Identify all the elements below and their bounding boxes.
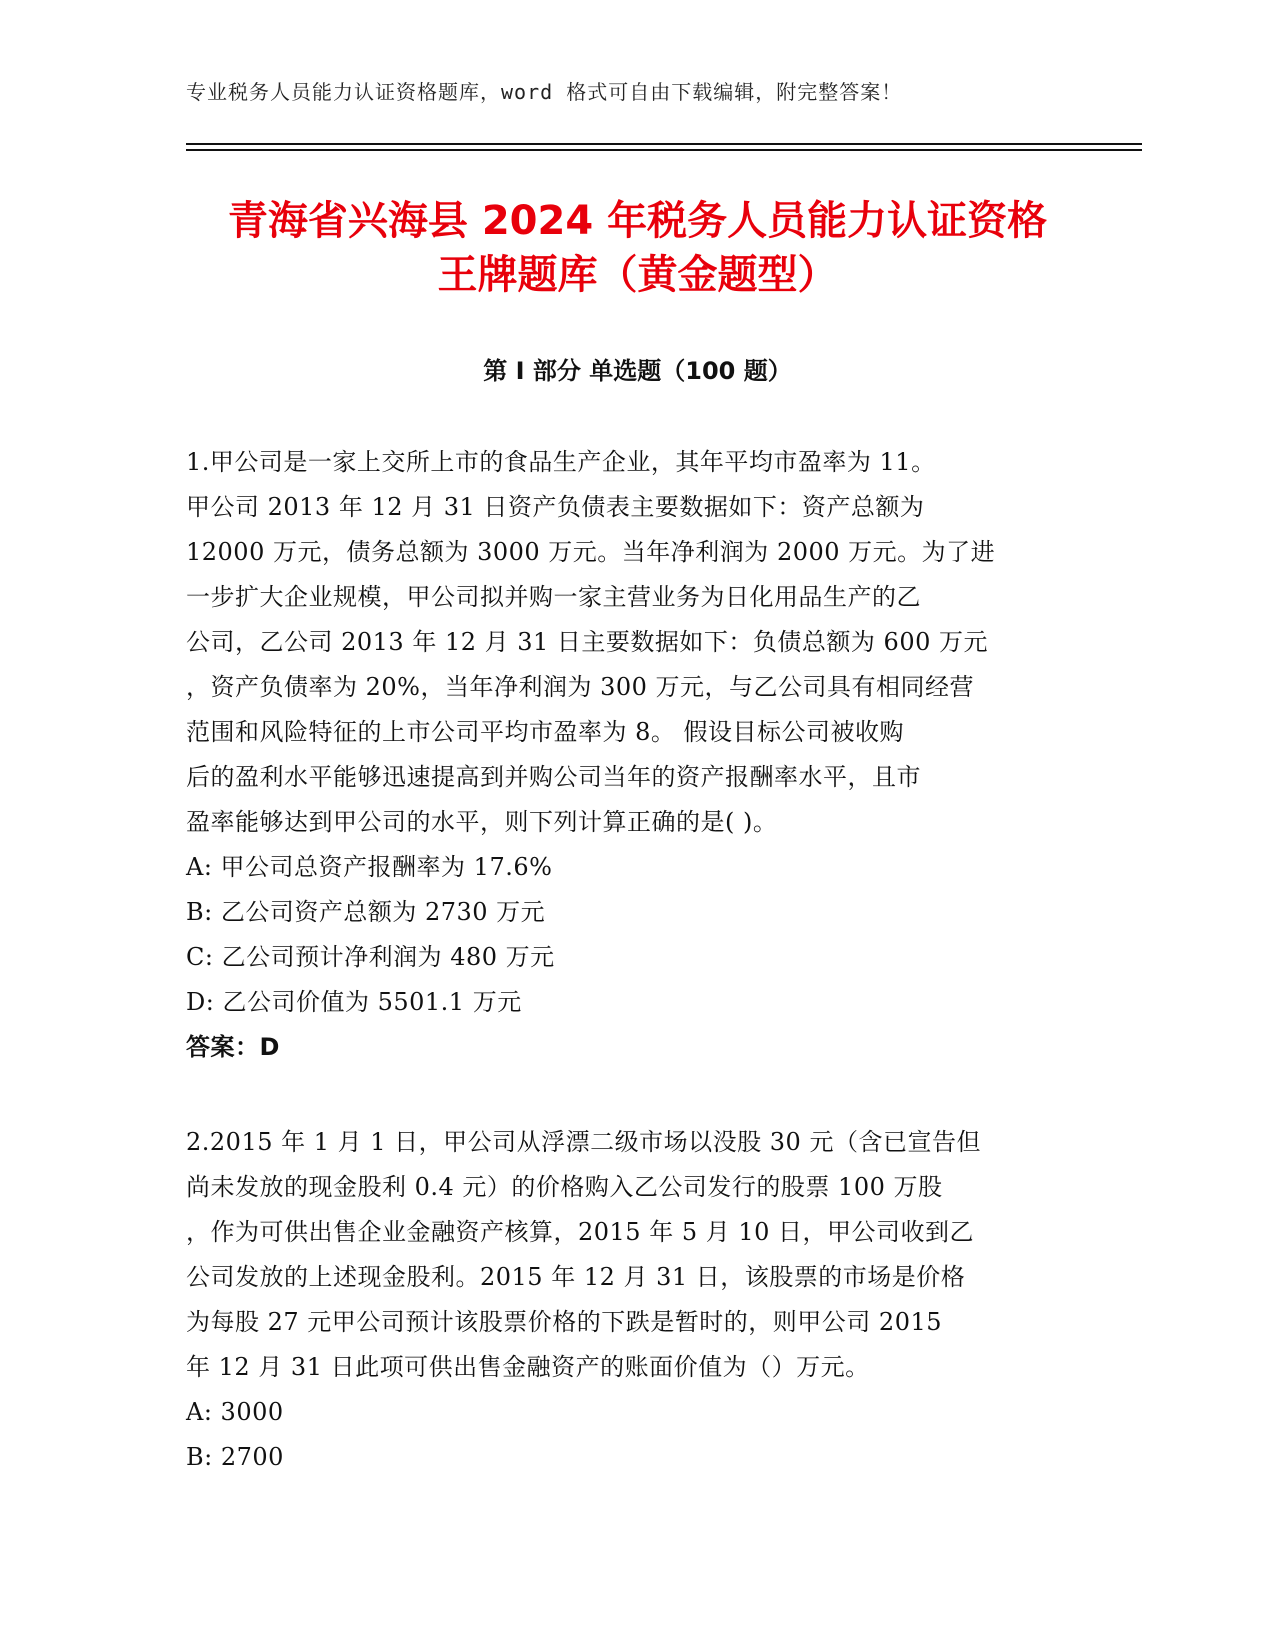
section-title: 第 I 部分 单选题（100 题） [483,357,792,385]
question-2-line: 年 12 月 31 日此项可供出售金融资产的账面价值为（）万元。 [186,1353,870,1381]
option-c: C: 乙公司预计净利润为 480 万元 [186,943,555,971]
question-2 [186,1120,1086,1480]
header-divider-double [186,149,1142,151]
document-title-line-1: 青海省兴海县 2024 年税务人员能力认证资格 [227,198,1048,244]
question-1-line: 12000 万元，债务总额为 3000 万元。当年净利润为 2000 万元。为了进 [186,538,996,566]
question-1-line: 公司，乙公司 2013 年 12 月 31 日主要数据如下：负债总额为 600 万元 [186,628,988,656]
question-2-line: 公司发放的上述现金股利。2015 年 12 月 31 日，该股票的市场是价格 [186,1263,966,1291]
option-a: A: 3000 [186,1398,284,1426]
option-b: B: 乙公司资产总额为 2730 万元 [186,898,546,926]
question-1-line: 后的盈利水平能够迅速提高到并购公司当年的资产报酬率水平，且市 [186,763,921,791]
question-1-line: 范围和风险特征的上市公司平均市盈率为 8。 假设目标公司被收购 [186,718,905,746]
document-title-line-2: 王牌题库（黄金题型） [437,252,838,298]
header-divider [186,143,1142,145]
header-note: 专业税务人员能力认证资格题库，word 格式可自由下载编辑，附完整答案！ [186,80,903,104]
question-1-answer: 答案：D [186,1033,280,1061]
question-1-line: 1.甲公司是一家上交所上市的食品生产企业，其年平均市盈率为 11。 [186,448,936,476]
option-d: D: 乙公司价值为 5501.1 万元 [186,988,522,1016]
question-1-line: ，资产负债率为 20%，当年净利润为 300 万元，与乙公司具有相同经营 [186,673,975,701]
question-2-line: 2.2015 年 1 月 1 日，甲公司从浮漂二级市场以没股 30 元（含已宣告但 [186,1128,981,1156]
question-1 [186,440,1086,1070]
question-2-line: 为每股 27 元甲公司预计该股票价格的下跌是暂时的，则甲公司 2015 [186,1308,943,1336]
question-2-line: ，作为可供出售企业金融资产核算，2015 年 5 月 10 日，甲公司收到乙 [186,1218,975,1246]
question-2-options [186,1390,1086,1480]
question-1-line: 甲公司 2013 年 12 月 31 日资产负债表主要数据如下：资产总额为 [186,493,925,521]
option-a: A: 甲公司总资产报酬率为 17.6% [186,853,553,881]
question-2-line: 尚未发放的现金股利 0.4 元）的价格购入乙公司发行的股票 100 万股 [186,1173,943,1201]
question-1-line: 盈率能够达到甲公司的水平，则下列计算正确的是( )。 [186,808,778,836]
question-1-options [186,845,1086,1025]
question-1-line: 一步扩大企业规模，甲公司拟并购一家主营业务为日化用品生产的乙 [186,583,921,611]
document-title [150,194,1125,302]
option-b: B: 2700 [186,1443,284,1471]
